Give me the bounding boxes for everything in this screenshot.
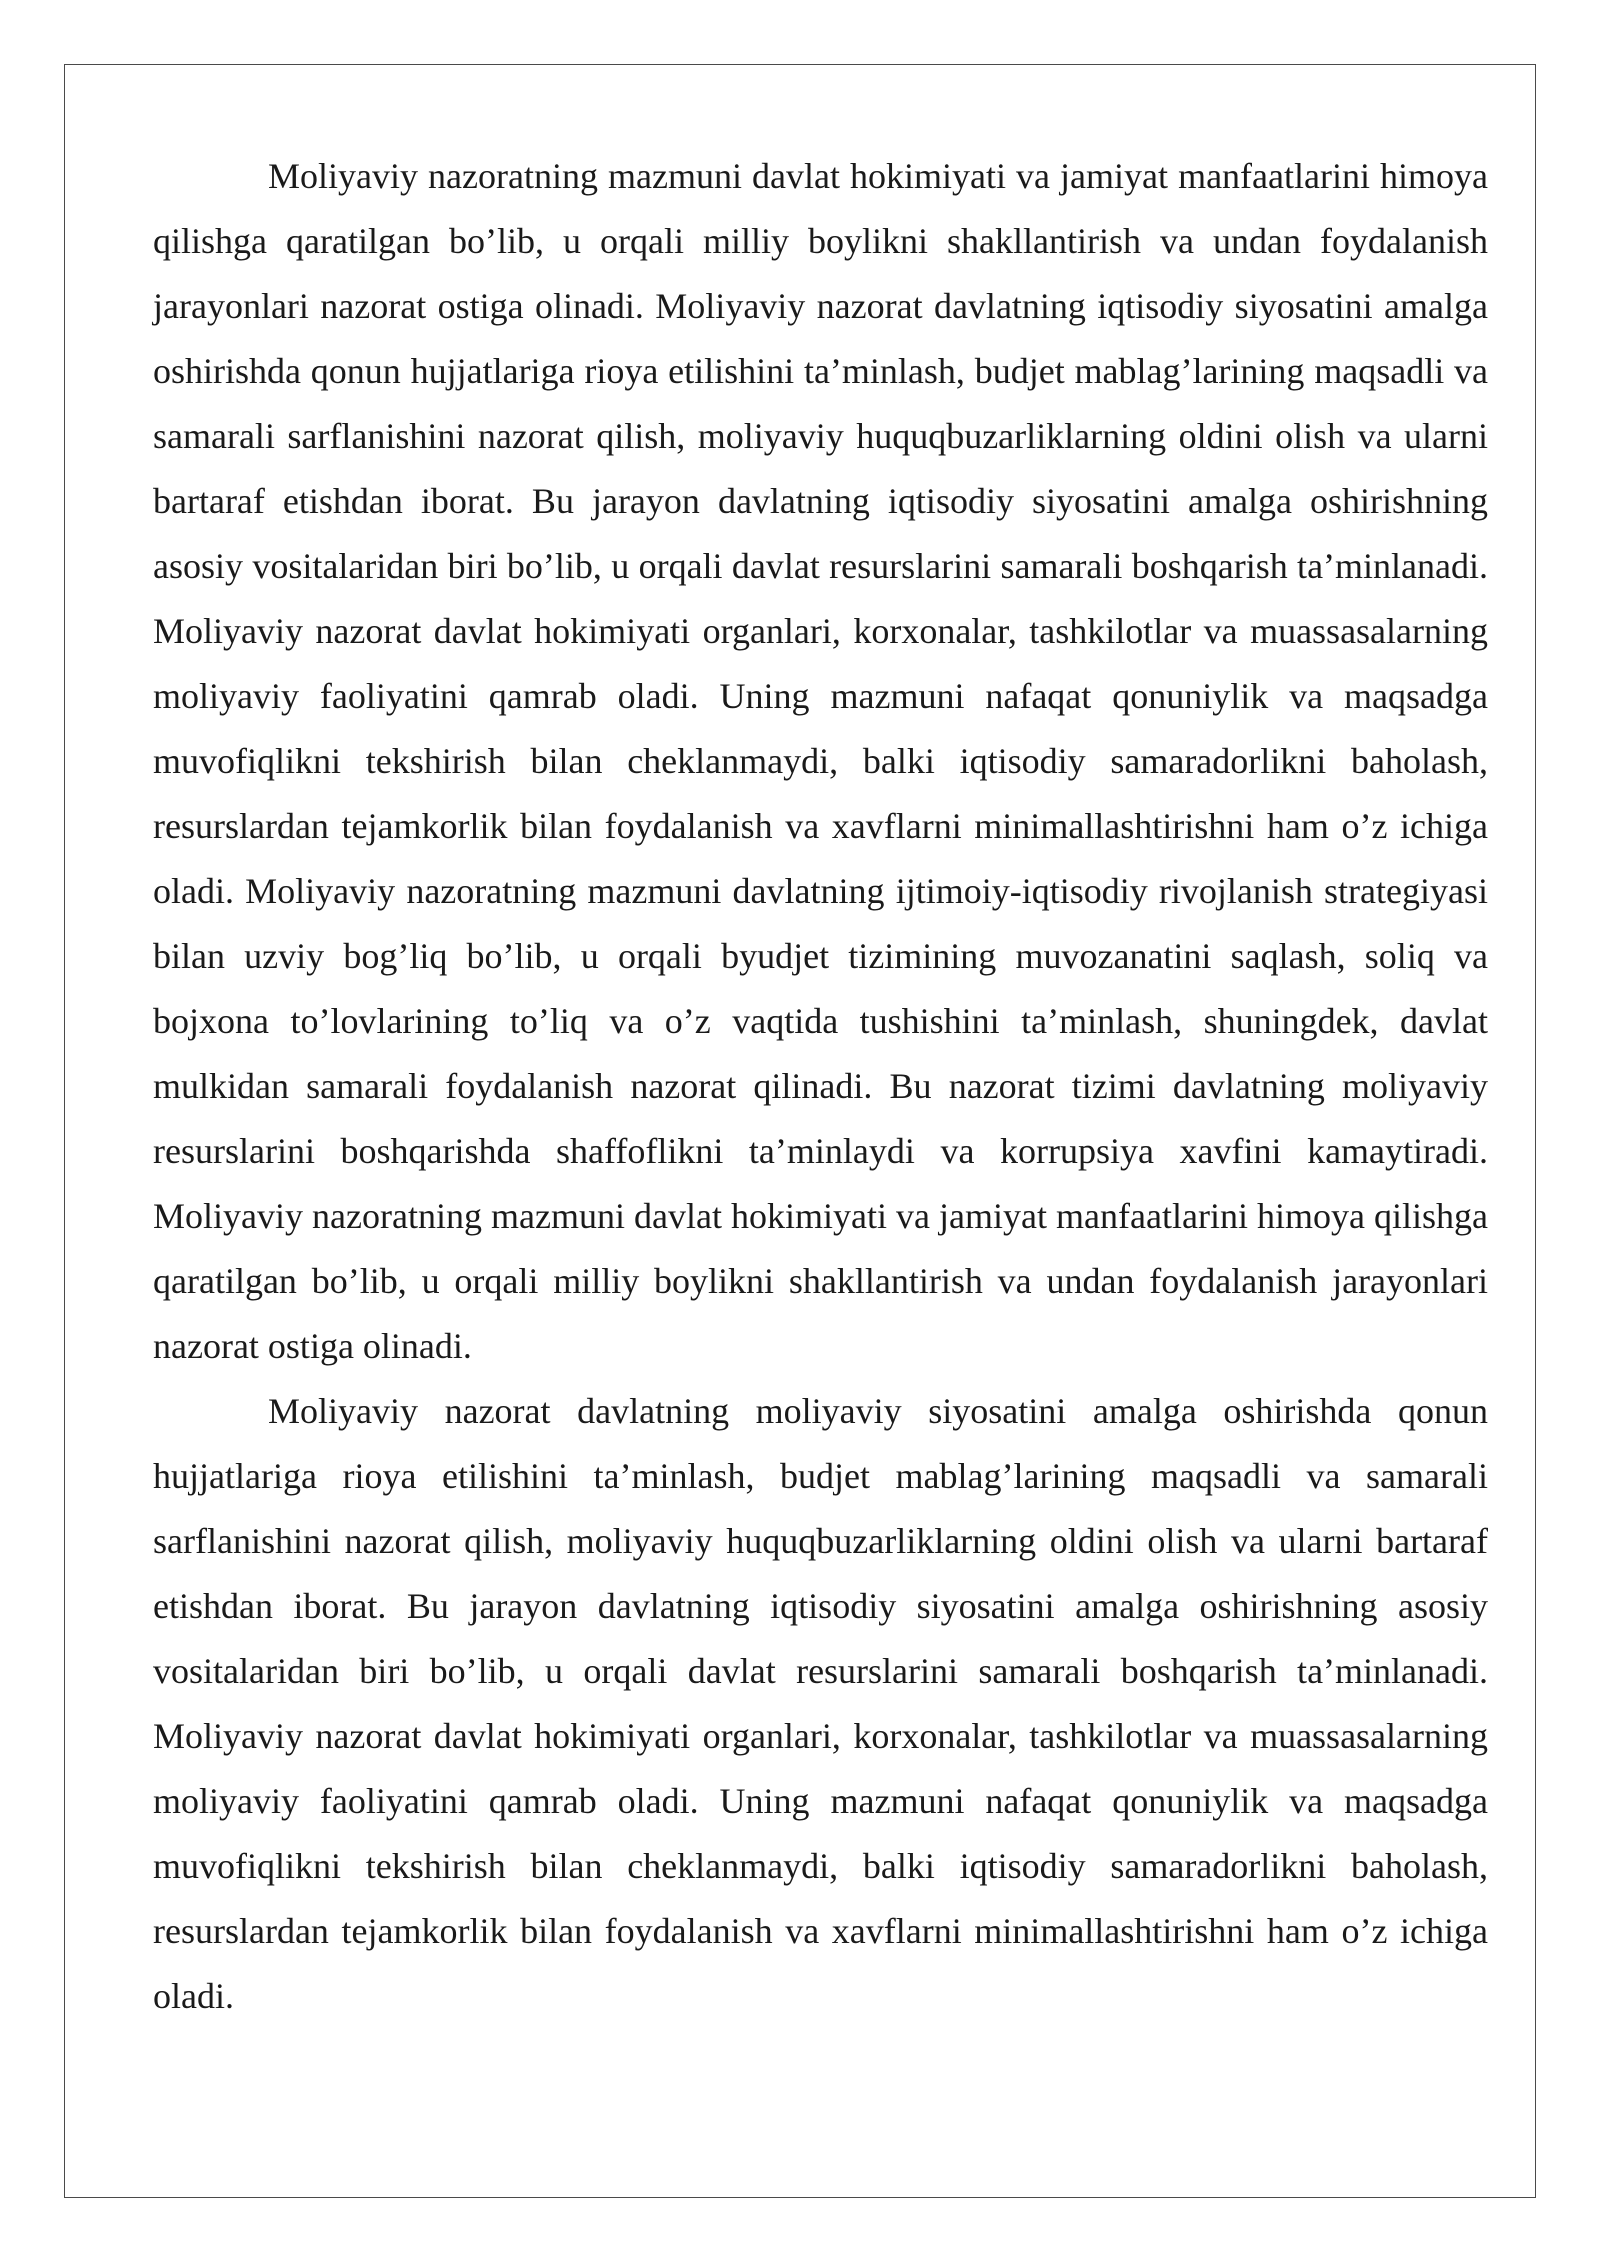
document-body <box>153 144 1488 2029</box>
paragraph-2: Moliyaviy nazorat davlatning moliyaviy siyosatini amalga oshirishda qonun hujjatlariga rioya etilishini ta’minlash, budjet mablag’larining maqsadli va samarali sarflanishini nazorat qilish, moliyaviy huquqbuzarliklarning oldini olish va ularni bartaraf etishdan iborat. Bu jarayon davlatning iqtisodiy siyosatini amalga oshirishning asosiy vositalaridan biri bo’lib, u orqali davlat resurslarini samarali boshqarish ta’minlanadi. Moliyaviy nazorat davlat hokimiyati organlari, korxonalar, tashkilotlar va muassasalarning moliyaviy faoliyatini qamrab oladi. Uning mazmuni nafaqat qonuniylik va maqsadga muvofiqlikni tekshirish bilan cheklanmaydi, balki iqtisodiy samaradorlikni baholash, resurslardan tejamkorlik bilan foydalanish va xavflarni minimallashtirishni ham o’z ichiga oladi. <box>153 1391 1488 2016</box>
paragraph-1: Moliyaviy nazoratning mazmuni davlat hokimiyati va jamiyat manfaatlarini himoya qilishga qaratilgan bo’lib, u orqali milliy boylikni shakllantirish va undan foydalanish jarayonlari nazorat ostiga olinadi. Moliyaviy nazorat davlatning iqtisodiy siyosatini amalga oshirishda qonun hujjatlariga rioya etilishini ta’minlash, budjet mablag’larining maqsadli va samarali sarflanishini nazorat qilish, moliyaviy huquqbuzarliklarning oldini olish va ularni bartaraf etishdan iborat. Bu jarayon davlatning iqtisodiy siyosatini amalga oshirishning asosiy vositalaridan biri bo’lib, u orqali davlat resurslarini samarali boshqarish ta’minlanadi. Moliyaviy nazorat davlat hokimiyati organlari, korxonalar, tashkilotlar va muassasalarning moliyaviy faoliyatini qamrab oladi. Uning mazmuni nafaqat qonuniylik va maqsadga muvofiqlikni tekshirish bilan cheklanmaydi, balki iqtisodiy samaradorlikni baholash, resurslardan tejamkorlik bilan foydalanish va xavflarni minimallashtirishni ham o’z ichiga oladi. Moliyaviy nazoratning mazmuni davlatning ijtimoiy-iqtisodiy rivojlanish strategiyasi bilan uzviy bog’liq bo’lib, u orqali byudjet tizimining muvozanatini saqlash, soliq va bojxona to’lovlarining to’liq va o’z vaqtida tushishini ta’minlash, shuningdek, davlat mulkidan samarali foydalanish nazorat qilinadi. Bu nazorat tizimi davlatning moliyaviy resurslarini boshqarishda shaffoflikni ta’minlaydi va korrupsiya xavfini kamaytiradi. Moliyaviy nazoratning mazmuni davlat hokimiyati va jamiyat manfaatlarini himoya qilishga qaratilgan bo’lib, u orqali milliy boylikni shakllantirish va undan foydalanish jarayonlari nazorat ostiga olinadi. <box>153 156 1488 1366</box>
